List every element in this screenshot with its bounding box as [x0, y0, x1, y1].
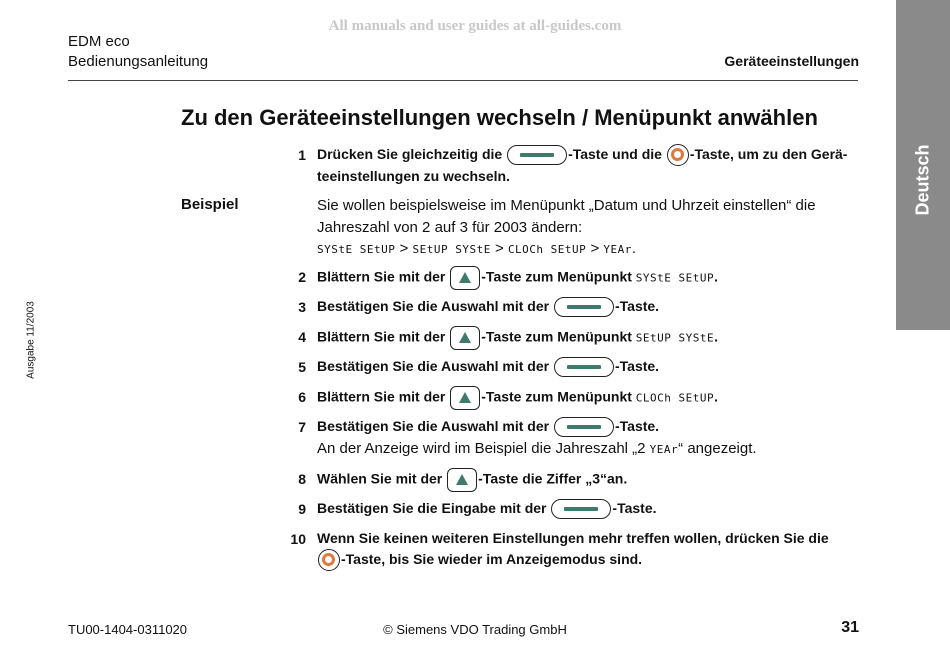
up-arrow-button-icon	[450, 386, 480, 410]
watermark: All manuals and user guides at all-guides.com	[328, 18, 622, 34]
section-title: Geräteeinstellungen	[724, 53, 859, 69]
up-arrow-button-icon	[450, 266, 480, 290]
step-text: -Taste, bis Sie wieder im Anzeigemodus sind.	[341, 551, 643, 567]
step-4	[317, 326, 862, 350]
step-text: -Taste und die	[568, 146, 666, 162]
step-2	[317, 266, 862, 290]
menu-code: SEtUP SYStE	[412, 243, 491, 256]
menu-button-icon	[551, 499, 611, 519]
step-text: -Taste zum Menüpunkt	[481, 268, 636, 285]
step-text: -Taste.	[614, 298, 660, 314]
step-text: -Taste, um zu den Gerä-teeinstellungen zu wechseln.	[317, 146, 848, 185]
page-number: 31	[841, 619, 859, 636]
example-text	[317, 195, 862, 260]
step-text: -Taste die Ziffer „3“an.	[478, 470, 628, 487]
step-5	[317, 356, 862, 377]
menu-code: SYStE SEtUP	[317, 243, 396, 256]
menu-button-icon	[554, 417, 614, 437]
menu-code: CLOCh SEtUP	[635, 391, 715, 405]
header-divider	[68, 80, 858, 81]
copyright: © Siemens VDO Trading GmbH	[383, 622, 567, 637]
menu-button-icon	[554, 357, 614, 377]
step-end: .	[714, 328, 719, 345]
language-tab	[896, 0, 950, 330]
issue-date-label: Ausgabe 11/2003	[25, 301, 37, 379]
step-text: -Taste.	[614, 358, 660, 374]
menu-button-icon	[507, 145, 567, 165]
product-name: EDM eco	[68, 33, 130, 50]
step-text: Blättern Sie mit der	[317, 328, 450, 345]
step-text: -Taste zum Menüpunkt	[481, 388, 636, 405]
step-text: Bestätigen Sie die Auswahl mit der	[317, 418, 553, 434]
step-7-note	[317, 438, 862, 461]
step-text: Drücken Sie gleichzeitig die	[317, 146, 507, 162]
step-8	[317, 468, 862, 492]
document-type: Bedienungsanleitung	[68, 53, 209, 70]
menu-button-icon	[554, 297, 614, 317]
step-text: Blättern Sie mit der	[317, 268, 450, 285]
step-text: Wenn Sie keinen weiteren Einstellungen mehr treffen wollen, drücken Sie die	[317, 530, 829, 546]
menu-code: SYStE SEtUP	[635, 271, 715, 285]
step-text: -Taste.	[614, 418, 660, 434]
step-7	[317, 416, 862, 437]
step-9	[317, 498, 862, 519]
step-number: 3	[298, 299, 306, 315]
menu-code: YEAr	[603, 243, 632, 256]
step-10	[317, 528, 862, 571]
menu-code: SEtUP SYStE	[635, 331, 715, 345]
note-text: “ angezeigt.	[678, 440, 757, 457]
esc-button-icon	[318, 549, 340, 571]
menu-code: YEAr	[649, 443, 679, 456]
step-number: 4	[298, 329, 306, 345]
issue-date	[21, 290, 41, 390]
page-title: Zu den Geräteeinstellungen wechseln / Menüpunkt anwählen	[181, 105, 818, 130]
step-text: Wählen Sie mit der	[317, 470, 447, 487]
step-3	[317, 296, 862, 317]
step-text: -Taste zum Menüpunkt	[481, 328, 636, 345]
step-1	[317, 144, 862, 187]
path-separator: >	[586, 240, 604, 257]
step-number: 9	[298, 501, 306, 517]
step-number: 5	[298, 359, 306, 375]
step-end: .	[714, 388, 719, 405]
up-arrow-button-icon	[450, 326, 480, 350]
step-text: Bestätigen Sie die Eingabe mit der	[317, 500, 551, 516]
example-menu-path	[317, 239, 862, 260]
up-arrow-button-icon	[447, 468, 477, 492]
step-number: 2	[298, 269, 306, 285]
path-separator: >	[395, 240, 413, 257]
step-end: .	[714, 268, 719, 285]
step-text: Bestätigen Sie die Auswahl mit der	[317, 298, 553, 314]
path-separator: >	[490, 240, 508, 257]
header-left	[68, 32, 208, 72]
step-number: 10	[290, 531, 306, 547]
step-text: -Taste.	[612, 500, 657, 516]
step-number: 7	[298, 419, 306, 435]
document-id: TU00-1404-0311020	[68, 622, 188, 637]
example-label: Beispiel	[181, 196, 239, 213]
step-text: Blättern Sie mit der	[317, 388, 450, 405]
language-tab-label: Deutsch	[912, 144, 933, 216]
note-text: An der Anzeige wird im Beispiel die Jahreszahl „2	[317, 440, 650, 457]
step-6	[317, 386, 862, 410]
example-description: Sie wollen beispielsweise im Menüpunkt „Datum und Uhrzeit einstellen“ die Jahreszahl von 2 auf 3 für 2003 ändern:	[317, 197, 816, 236]
step-number: 1	[298, 147, 306, 163]
step-text: Bestätigen Sie die Auswahl mit der	[317, 358, 553, 374]
menu-code: CLOCh SEtUP	[507, 243, 587, 256]
step-number: 8	[298, 471, 306, 487]
esc-button-icon	[667, 144, 689, 166]
step-number: 6	[298, 389, 306, 405]
path-end: .	[631, 240, 637, 257]
